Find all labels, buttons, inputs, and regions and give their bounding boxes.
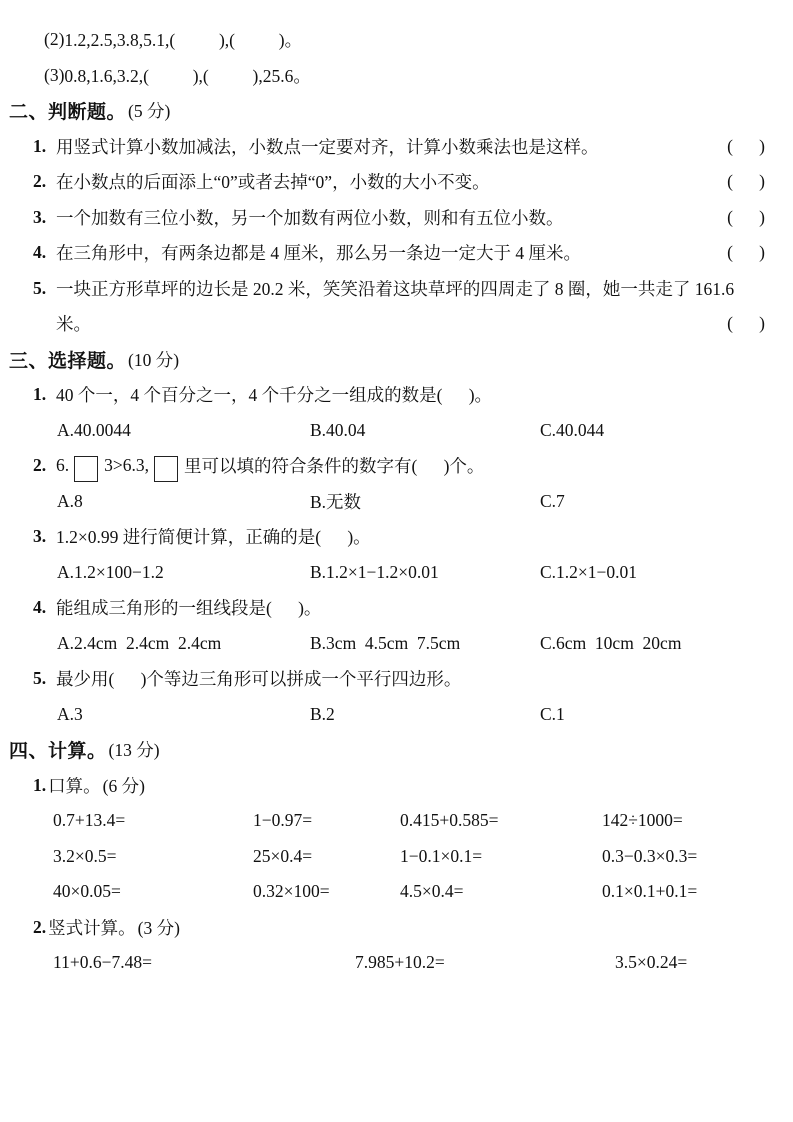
item-text: 用竖式计算小数加减法，小数点一定要对齐，计算小数乘法也是这样。: [56, 136, 599, 157]
fill-blank-line-2: [0, 22, 765, 58]
oral-expression: 25×0.4=: [253, 845, 313, 866]
judge-item-5: [0, 271, 765, 307]
answer-bracket: ( ): [727, 313, 765, 334]
blank-box: [74, 456, 98, 482]
choice-option-c: C.40.044: [540, 419, 605, 440]
oral-expression: 40×0.05=: [53, 881, 121, 902]
vertical-expression: 3.5×0.24=: [615, 952, 688, 973]
item-number: 3.: [33, 206, 47, 227]
judge-item-1: [0, 129, 765, 165]
oral-expression: 0.1×0.1+0.1=: [602, 881, 698, 902]
blank-box: [154, 456, 178, 482]
choice-option-b: B.1.2×1−1.2×0.01: [310, 561, 439, 582]
choice-options-row-2: [0, 484, 765, 520]
item-number: 2.: [33, 171, 47, 192]
oral-calc-row-1: [0, 803, 765, 839]
oral-expression: 0.7+13.4=: [53, 810, 126, 831]
section-heading-choice: [0, 342, 765, 378]
choice-option-b: B.2: [310, 703, 335, 724]
section-heading-calc: [0, 732, 765, 768]
answer-bracket: ( ): [727, 242, 765, 263]
item-number: 5.: [33, 277, 47, 298]
item-number: 3.: [33, 526, 47, 547]
oral-expression: 0.415+0.585=: [400, 810, 499, 831]
subsection-score: (6 分): [102, 775, 145, 796]
section-title: 二、判断题。: [9, 102, 127, 124]
item-number: 4.: [33, 242, 47, 263]
choice-question-1: [0, 377, 765, 413]
fill-blank-num: (3): [44, 64, 65, 85]
section-heading-judge: [0, 93, 765, 129]
oral-expression: 0.3−0.3×0.3=: [602, 845, 698, 866]
choice-question-2: [0, 448, 765, 484]
choice-option-b: B.无数: [310, 491, 362, 512]
fill-blank-line-3: [0, 58, 765, 94]
choice-option-b: B.3cm 4.5cm 7.5cm: [310, 632, 461, 653]
vertical-expression: 7.985+10.2=: [355, 952, 445, 973]
section-title: 四、计算。: [9, 741, 107, 763]
judge-item-3: [0, 200, 765, 236]
choice-question-5: [0, 661, 765, 697]
item-number: 1.: [33, 135, 47, 156]
fill-blank-text: 1.2,2.5,3.8,5.1,( ),( )。: [64, 30, 303, 51]
vertical-calc-row: [0, 945, 765, 981]
choice-options-row-5: [0, 697, 765, 733]
oral-expression: 142÷1000=: [602, 810, 683, 831]
choice-options-row-4: [0, 626, 765, 662]
oral-expression: 3.2×0.5=: [53, 845, 117, 866]
choice-option-a: A.1.2×100−1.2: [57, 561, 164, 582]
item-text: 在三角形中，有两条边都是 4 厘米，那么另一条边一定大于 4 厘米。: [56, 243, 581, 264]
section-score: (13 分): [108, 740, 160, 761]
oral-expression: 4.5×0.4=: [400, 881, 464, 902]
section-score: (5 分): [128, 101, 171, 122]
oral-expression: 0.32×100=: [253, 881, 330, 902]
oral-expression: 1−0.1×0.1=: [400, 845, 483, 866]
question-text: 40 个一，4 个百分之一，4 个千分之一组成的数是( )。: [56, 385, 493, 406]
item-number: 1.: [33, 384, 47, 405]
fill-blank-text: 0.8,1.6,3.2,( ),( ),25.6。: [64, 65, 311, 86]
item-number: 2.: [33, 916, 47, 937]
question-text: 1.2×0.99 进行简便计算，正确的是( )。: [56, 527, 371, 548]
oral-calc-row-3: [0, 874, 765, 910]
choice-question-3: [0, 519, 765, 555]
answer-bracket: ( ): [727, 206, 765, 227]
judge-item-2: [0, 164, 765, 200]
choice-option-c: C.7: [540, 490, 565, 511]
question-text: 能组成三角形的一组线段是( )。: [56, 598, 322, 619]
subsection-vertical-calc: [0, 910, 765, 946]
oral-calc-row-2: [0, 839, 765, 875]
fill-blank-num: (2): [44, 29, 65, 50]
choice-options-row-1: [0, 413, 765, 449]
choice-options-row-3: [0, 555, 765, 591]
subsection-score: (3 分): [137, 917, 180, 938]
subsection-label: 竖式计算。: [48, 917, 136, 938]
item-text: 米。: [56, 314, 91, 335]
oral-expression: 1−0.97=: [253, 810, 313, 831]
question-text: 最少用( )个等边三角形可以拼成一个平行四边形。: [56, 669, 462, 690]
vertical-expression: 11+0.6−7.48=: [53, 952, 152, 973]
item-number: 2.: [33, 455, 47, 476]
choice-option-c: C.6cm 10cm 20cm: [540, 632, 682, 653]
item-number: 1.: [33, 774, 47, 795]
choice-option-b: B.40.04: [310, 419, 366, 440]
item-number: 5.: [33, 668, 47, 689]
item-number: 4.: [33, 597, 47, 618]
section-title: 三、选择题。: [9, 350, 127, 372]
subsection-label: 口算。: [48, 775, 101, 796]
choice-question-4: [0, 590, 765, 626]
choice-option-c: C.1.2×1−0.01: [540, 561, 638, 582]
item-text: 一个加数有三位小数，另一个加数有两位小数，则和有五位小数。: [56, 207, 564, 228]
item-text: 在小数点的后面添上“0”或者去掉“0”，小数的大小不变。: [56, 172, 490, 193]
judge-item-5-continuation: [0, 306, 765, 342]
answer-bracket: ( ): [727, 135, 765, 156]
item-text: 一块正方形草坪的边长是 20.2 米，笑笑沿着这块草坪的四周走了 8 圈，她一共走了 161.6: [56, 278, 735, 299]
choice-option-a: A.8: [57, 490, 83, 511]
choice-option-c: C.1: [540, 703, 565, 724]
judge-item-4: [0, 235, 765, 271]
section-score: (10 分): [128, 349, 180, 370]
subsection-oral-calc: [0, 768, 765, 804]
question-text: 里可以填的符合条件的数字有( )个。: [184, 456, 485, 477]
question-text: 3>6.3,: [104, 455, 149, 476]
question-text: 6.: [56, 455, 70, 476]
choice-option-a: A.3: [57, 703, 83, 724]
choice-option-a: A.2.4cm 2.4cm 2.4cm: [57, 632, 222, 653]
choice-option-a: A.40.0044: [57, 419, 131, 440]
answer-bracket: ( ): [727, 171, 765, 192]
